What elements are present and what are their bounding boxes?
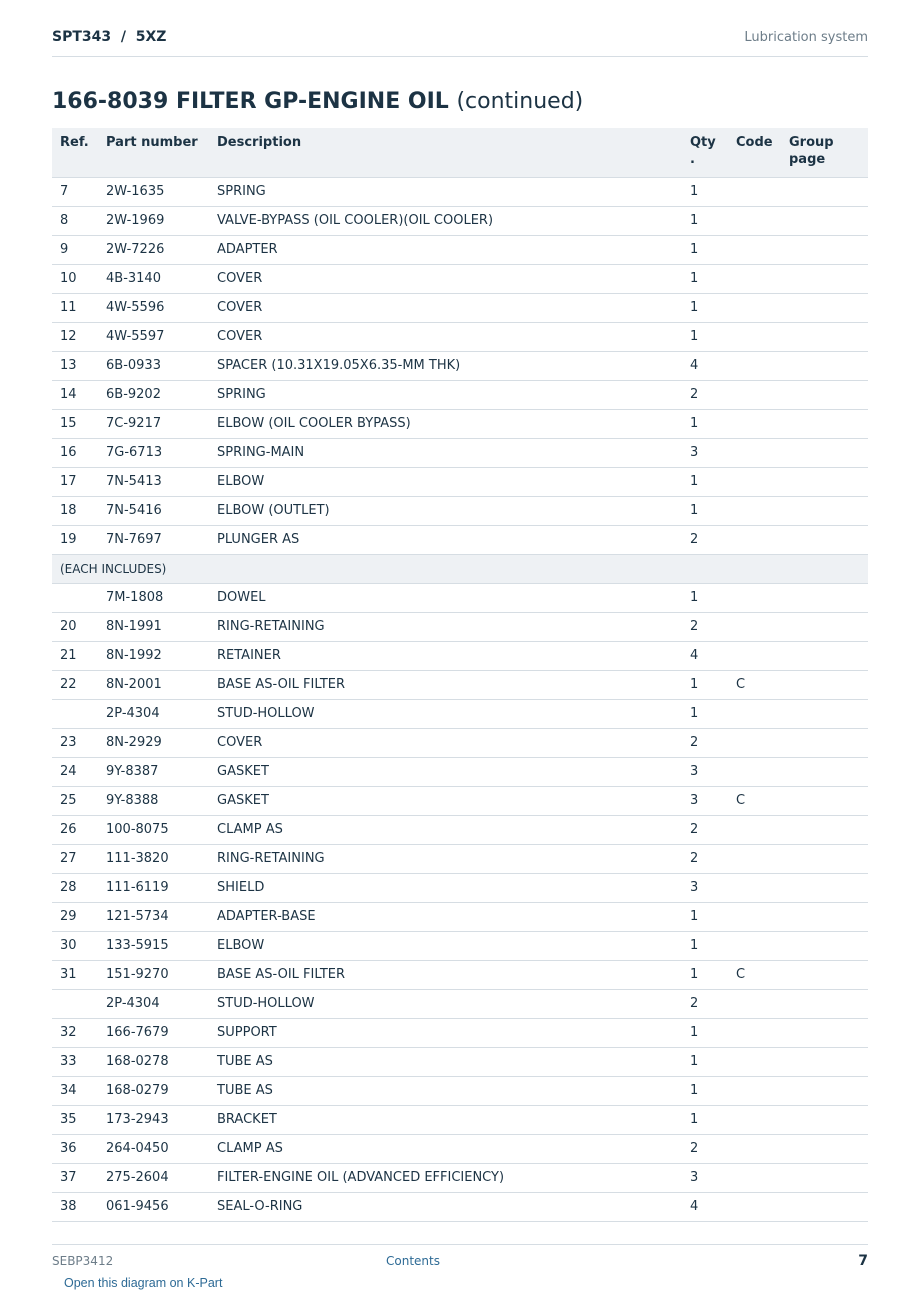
- group-page-cell: [781, 1076, 868, 1105]
- qty-cell: 1: [682, 177, 728, 206]
- ref-cell: [52, 989, 98, 1018]
- description-cell: SEAL-O-RING: [209, 1192, 682, 1221]
- description-cell: FILTER-ENGINE OIL (ADVANCED EFFICIENCY): [209, 1163, 682, 1192]
- page-header: [52, 22, 868, 57]
- description-cell: GASKET: [209, 757, 682, 786]
- part-number-cell: 111-3820: [98, 844, 209, 873]
- table-row: [52, 1134, 868, 1163]
- part-number-cell: 173-2943: [98, 1105, 209, 1134]
- ref-cell: 22: [52, 670, 98, 699]
- description-cell: TUBE AS: [209, 1076, 682, 1105]
- part-number-cell: 8N-1991: [98, 612, 209, 641]
- table-row: [52, 525, 868, 554]
- description-cell: SHIELD: [209, 873, 682, 902]
- table-row: [52, 467, 868, 496]
- ref-cell: 26: [52, 815, 98, 844]
- part-number-cell: 2W-1969: [98, 206, 209, 235]
- part-number-cell: 2W-7226: [98, 235, 209, 264]
- description-cell: DOWEL: [209, 583, 682, 612]
- code-cell: [728, 1047, 781, 1076]
- qty-cell: 1: [682, 1018, 728, 1047]
- page-title: [52, 89, 583, 114]
- description-cell: BASE AS-OIL FILTER: [209, 960, 682, 989]
- qty-cell: 1: [682, 496, 728, 525]
- group-page-cell: [781, 1018, 868, 1047]
- qty-cell: 1: [682, 322, 728, 351]
- description-cell: SPACER (10.31X19.05X6.35-MM THK): [209, 351, 682, 380]
- ref-cell: 7: [52, 177, 98, 206]
- part-number-cell: 2P-4304: [98, 699, 209, 728]
- code-cell: [728, 612, 781, 641]
- group-page-cell: [781, 728, 868, 757]
- ref-cell: [52, 699, 98, 728]
- part-number-cell: 6B-9202: [98, 380, 209, 409]
- qty-cell: 2: [682, 815, 728, 844]
- qty-cell: 3: [682, 786, 728, 815]
- code-cell: [728, 815, 781, 844]
- description-cell: ELBOW (OUTLET): [209, 496, 682, 525]
- code-cell: [728, 467, 781, 496]
- column-header-description: Description: [209, 128, 682, 177]
- part-number-cell: 9Y-8387: [98, 757, 209, 786]
- part-number-cell: 168-0279: [98, 1076, 209, 1105]
- qty-cell: 2: [682, 525, 728, 554]
- table-row: [52, 728, 868, 757]
- table-row: [52, 699, 868, 728]
- group-page-cell: [781, 380, 868, 409]
- group-page-cell: [781, 177, 868, 206]
- page-footer: [52, 1244, 868, 1275]
- part-number-cell: 8N-2001: [98, 670, 209, 699]
- part-number-cell: 8N-1992: [98, 641, 209, 670]
- table-row: [52, 786, 868, 815]
- ref-cell: 35: [52, 1105, 98, 1134]
- code-cell: [728, 351, 781, 380]
- ref-cell: 17: [52, 467, 98, 496]
- group-page-cell: [781, 206, 868, 235]
- code-cell: [728, 583, 781, 612]
- part-number-cell: 7N-5416: [98, 496, 209, 525]
- group-page-cell: [781, 815, 868, 844]
- ref-cell: 12: [52, 322, 98, 351]
- table-row: [52, 873, 868, 902]
- group-page-cell: [781, 902, 868, 931]
- table-row: [52, 438, 868, 467]
- table-row: [52, 1076, 868, 1105]
- code-cell: [728, 409, 781, 438]
- table-row: [52, 902, 868, 931]
- description-cell: TUBE AS: [209, 1047, 682, 1076]
- part-number-cell: 275-2604: [98, 1163, 209, 1192]
- code-cell: [728, 989, 781, 1018]
- ref-cell: 16: [52, 438, 98, 467]
- part-number-cell: 8N-2929: [98, 728, 209, 757]
- description-cell: BASE AS-OIL FILTER: [209, 670, 682, 699]
- ref-cell: 28: [52, 873, 98, 902]
- code-cell: [728, 1134, 781, 1163]
- part-number-cell: 7N-7697: [98, 525, 209, 554]
- code-cell: C: [728, 960, 781, 989]
- table-row: [52, 612, 868, 641]
- qty-cell: 1: [682, 960, 728, 989]
- table-row: [52, 235, 868, 264]
- part-number-cell: 121-5734: [98, 902, 209, 931]
- qty-cell: 2: [682, 728, 728, 757]
- ref-cell: 32: [52, 1018, 98, 1047]
- part-number-cell: 111-6119: [98, 873, 209, 902]
- description-cell: COVER: [209, 264, 682, 293]
- qty-cell: 1: [682, 206, 728, 235]
- description-cell: COVER: [209, 728, 682, 757]
- group-page-cell: [781, 1105, 868, 1134]
- group-page-cell: [781, 409, 868, 438]
- ref-cell: 34: [52, 1076, 98, 1105]
- group-page-cell: [781, 786, 868, 815]
- contents-link[interactable]: Contents: [386, 1254, 440, 1268]
- part-number-cell: 7C-9217: [98, 409, 209, 438]
- qty-cell: 3: [682, 1163, 728, 1192]
- description-cell: ELBOW (OIL COOLER BYPASS): [209, 409, 682, 438]
- group-page-cell: [781, 757, 868, 786]
- description-cell: COVER: [209, 322, 682, 351]
- group-page-cell: [781, 989, 868, 1018]
- ref-cell: 36: [52, 1134, 98, 1163]
- qty-cell: 1: [682, 931, 728, 960]
- description-cell: SPRING-MAIN: [209, 438, 682, 467]
- ref-cell: 15: [52, 409, 98, 438]
- code-cell: [728, 177, 781, 206]
- column-header-ref: Ref.: [52, 128, 98, 177]
- ref-cell: 37: [52, 1163, 98, 1192]
- group-page-cell: [781, 931, 868, 960]
- ref-cell: 24: [52, 757, 98, 786]
- parts-table: [52, 128, 868, 1222]
- table-row: [52, 380, 868, 409]
- group-page-cell: [781, 583, 868, 612]
- group-page-cell: [781, 1134, 868, 1163]
- page-number: 7: [858, 1253, 868, 1269]
- ref-cell: 38: [52, 1192, 98, 1221]
- description-cell: RETAINER: [209, 641, 682, 670]
- description-cell: SPRING: [209, 380, 682, 409]
- continued-label: (continued): [456, 89, 584, 114]
- code-cell: [728, 902, 781, 931]
- group-page-cell: [781, 670, 868, 699]
- ref-cell: 19: [52, 525, 98, 554]
- table-row: [52, 757, 868, 786]
- qty-cell: 1: [682, 670, 728, 699]
- column-header-qty: Qty .: [682, 128, 728, 177]
- ref-cell: 11: [52, 293, 98, 322]
- description-cell: PLUNGER AS: [209, 525, 682, 554]
- qty-cell: 2: [682, 380, 728, 409]
- part-number-cell: 264-0450: [98, 1134, 209, 1163]
- group-page-cell: [781, 699, 868, 728]
- code-cell: [728, 1018, 781, 1047]
- code-cell: [728, 1192, 781, 1221]
- table-row: [52, 670, 868, 699]
- qty-cell: 1: [682, 409, 728, 438]
- group-page-cell: [781, 1163, 868, 1192]
- group-label: (EACH INCLUDES): [52, 554, 868, 583]
- description-cell: VALVE-BYPASS (OIL COOLER)(OIL COOLER): [209, 206, 682, 235]
- table-row: [52, 1192, 868, 1221]
- code-cell: C: [728, 786, 781, 815]
- qty-cell: 3: [682, 438, 728, 467]
- kpart-diagram-link[interactable]: Open this diagram on K-Part: [64, 1276, 223, 1290]
- qty-cell: 1: [682, 902, 728, 931]
- description-cell: ELBOW: [209, 467, 682, 496]
- assembly-title: 166-8039 FILTER GP-ENGINE OIL: [52, 89, 449, 114]
- group-row: [52, 554, 868, 583]
- group-page-cell: [781, 467, 868, 496]
- table-row: [52, 206, 868, 235]
- ref-cell: 9: [52, 235, 98, 264]
- group-page-cell: [781, 612, 868, 641]
- part-number-cell: 100-8075: [98, 815, 209, 844]
- table-row: [52, 1163, 868, 1192]
- code-cell: C: [728, 670, 781, 699]
- ref-cell: 33: [52, 1047, 98, 1076]
- qty-cell: 1: [682, 1047, 728, 1076]
- table-row: [52, 293, 868, 322]
- qty-cell: 4: [682, 641, 728, 670]
- ref-cell: 30: [52, 931, 98, 960]
- table-row: [52, 264, 868, 293]
- group-page-cell: [781, 844, 868, 873]
- group-page-cell: [781, 351, 868, 380]
- ref-cell: 18: [52, 496, 98, 525]
- part-number-cell: 7G-6713: [98, 438, 209, 467]
- table-row: [52, 409, 868, 438]
- ref-cell: [52, 583, 98, 612]
- code-cell: [728, 322, 781, 351]
- description-cell: SUPPORT: [209, 1018, 682, 1047]
- group-page-cell: [781, 641, 868, 670]
- code-cell: [728, 380, 781, 409]
- qty-cell: 1: [682, 293, 728, 322]
- ref-cell: 21: [52, 641, 98, 670]
- description-cell: GASKET: [209, 786, 682, 815]
- group-page-cell: [781, 1192, 868, 1221]
- ref-cell: 29: [52, 902, 98, 931]
- code-cell: [728, 235, 781, 264]
- code-cell: [728, 844, 781, 873]
- table-row: [52, 989, 868, 1018]
- description-cell: SPRING: [209, 177, 682, 206]
- ref-cell: 10: [52, 264, 98, 293]
- ref-cell: 20: [52, 612, 98, 641]
- code-cell: [728, 264, 781, 293]
- ref-cell: 27: [52, 844, 98, 873]
- qty-cell: 3: [682, 873, 728, 902]
- qty-cell: 1: [682, 583, 728, 612]
- description-cell: ADAPTER: [209, 235, 682, 264]
- description-cell: ELBOW: [209, 931, 682, 960]
- part-number-cell: 9Y-8388: [98, 786, 209, 815]
- qty-cell: 2: [682, 612, 728, 641]
- code-cell: [728, 728, 781, 757]
- group-page-cell: [781, 235, 868, 264]
- table-row: [52, 641, 868, 670]
- group-page-cell: [781, 1047, 868, 1076]
- code-cell: [728, 293, 781, 322]
- description-cell: BRACKET: [209, 1105, 682, 1134]
- qty-cell: 2: [682, 1134, 728, 1163]
- qty-cell: 1: [682, 1105, 728, 1134]
- part-number-cell: 7N-5413: [98, 467, 209, 496]
- column-header-code: Code: [728, 128, 781, 177]
- table-row: [52, 815, 868, 844]
- table-row: [52, 931, 868, 960]
- table-row: [52, 496, 868, 525]
- description-cell: ADAPTER-BASE: [209, 902, 682, 931]
- table-row: [52, 1105, 868, 1134]
- code-cell: [728, 525, 781, 554]
- table-row: [52, 1047, 868, 1076]
- ref-cell: 14: [52, 380, 98, 409]
- qty-cell: 1: [682, 235, 728, 264]
- code-cell: [728, 438, 781, 467]
- table-row: [52, 844, 868, 873]
- qty-cell: 4: [682, 1192, 728, 1221]
- code-cell: [728, 1163, 781, 1192]
- table-row: [52, 322, 868, 351]
- code-cell: [728, 931, 781, 960]
- group-page-cell: [781, 960, 868, 989]
- group-page-cell: [781, 293, 868, 322]
- qty-cell: 1: [682, 1076, 728, 1105]
- table-row: [52, 583, 868, 612]
- table-row: [52, 1018, 868, 1047]
- part-number-cell: 2W-1635: [98, 177, 209, 206]
- part-number-cell: 061-9456: [98, 1192, 209, 1221]
- part-number-cell: 4W-5596: [98, 293, 209, 322]
- table-header-row: [52, 128, 868, 177]
- part-number-cell: 2P-4304: [98, 989, 209, 1018]
- code-cell: [728, 496, 781, 525]
- group-page-cell: [781, 438, 868, 467]
- code-cell: [728, 641, 781, 670]
- ref-cell: 31: [52, 960, 98, 989]
- ref-cell: 8: [52, 206, 98, 235]
- part-number-cell: 4W-5597: [98, 322, 209, 351]
- qty-cell: 1: [682, 264, 728, 293]
- description-cell: RING-RETAINING: [209, 844, 682, 873]
- ref-cell: 23: [52, 728, 98, 757]
- code-cell: [728, 1105, 781, 1134]
- part-number-cell: 6B-0933: [98, 351, 209, 380]
- qty-cell: 4: [682, 351, 728, 380]
- description-cell: STUD-HOLLOW: [209, 989, 682, 1018]
- group-page-cell: [781, 873, 868, 902]
- column-header-part-number: Part number: [98, 128, 209, 177]
- code-cell: [728, 873, 781, 902]
- qty-cell: 1: [682, 699, 728, 728]
- code-cell: [728, 699, 781, 728]
- ref-cell: 13: [52, 351, 98, 380]
- table-row: [52, 177, 868, 206]
- section-name: Lubrication system: [744, 30, 868, 45]
- ref-cell: 25: [52, 786, 98, 815]
- part-number-cell: 151-9270: [98, 960, 209, 989]
- description-cell: RING-RETAINING: [209, 612, 682, 641]
- description-cell: COVER: [209, 293, 682, 322]
- code-cell: [728, 1076, 781, 1105]
- description-cell: STUD-HOLLOW: [209, 699, 682, 728]
- description-cell: CLAMP AS: [209, 1134, 682, 1163]
- group-page-cell: [781, 322, 868, 351]
- code-cell: [728, 757, 781, 786]
- parts-table-body: [52, 177, 868, 1221]
- code-cell: [728, 206, 781, 235]
- qty-cell: 3: [682, 757, 728, 786]
- part-number-cell: 168-0278: [98, 1047, 209, 1076]
- part-number-cell: 7M-1808: [98, 583, 209, 612]
- part-number-cell: 133-5915: [98, 931, 209, 960]
- part-number-cell: 166-7679: [98, 1018, 209, 1047]
- table-row: [52, 351, 868, 380]
- table-row: [52, 960, 868, 989]
- footer-document-number: SEBP3412: [52, 1254, 114, 1268]
- part-number-cell: 4B-3140: [98, 264, 209, 293]
- column-header-group-page: Group page: [781, 128, 868, 177]
- group-page-cell: [781, 264, 868, 293]
- qty-cell: 2: [682, 989, 728, 1018]
- group-page-cell: [781, 496, 868, 525]
- qty-cell: 1: [682, 467, 728, 496]
- document-id: SPT343 / 5XZ: [52, 29, 167, 45]
- group-page-cell: [781, 525, 868, 554]
- description-cell: CLAMP AS: [209, 815, 682, 844]
- qty-cell: 2: [682, 844, 728, 873]
